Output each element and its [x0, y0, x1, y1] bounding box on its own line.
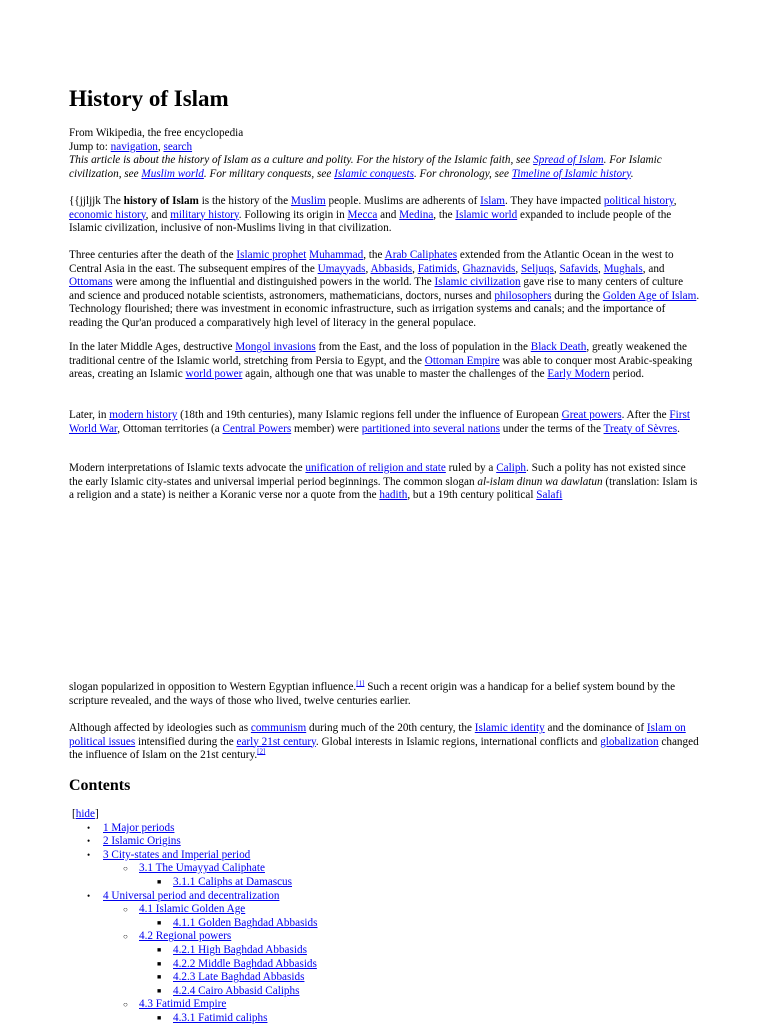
islamic-civilization-link[interactable]: Islamic civilization: [434, 276, 521, 288]
abbasids-link[interactable]: Abbasids: [370, 262, 413, 275]
hadith-link[interactable]: hadith: [379, 489, 408, 501]
arab-caliphates-link[interactable]: Arab Caliphates: [384, 249, 458, 261]
bullet-icon: •: [87, 822, 91, 833]
text: changed the influence of Islam on the 21st century.: [69, 735, 699, 761]
bullet-icon: ■: [157, 986, 162, 995]
toc-item: [69, 1012, 318, 1026]
jump-separator: ,: [157, 141, 161, 153]
economic-history-link[interactable]: economic history: [69, 208, 146, 221]
text: ,: [553, 262, 560, 275]
toc-link[interactable]: 4.3 Fatimid Empire: [139, 998, 227, 1011]
umayyads-link[interactable]: Umayyads: [317, 262, 366, 275]
seljuqs-link[interactable]: Seljuqs: [520, 262, 554, 275]
page-title: History of Islam: [69, 86, 229, 111]
toc-item: [69, 917, 318, 931]
toc-link[interactable]: 4.1 Islamic Golden Age: [139, 903, 246, 916]
world-power-link[interactable]: world power: [185, 368, 243, 380]
medina-link[interactable]: Medina: [399, 208, 434, 221]
toc-item: [69, 930, 318, 944]
toc-item: [69, 835, 318, 849]
toc-link[interactable]: 4.1.1 Golden Baghdad Abbasids: [173, 916, 318, 929]
text: during much of the 20th century, the: [306, 722, 475, 734]
toc-link[interactable]: 4 Universal period and decentralization: [103, 889, 280, 902]
text: (translation: Islam is a religion and a state) is neither a Koranic verse nor a quote from the: [69, 475, 698, 501]
black-death-link[interactable]: Black Death: [530, 341, 587, 353]
toc-toggle: [69, 808, 318, 822]
hatnote-text: .: [630, 167, 634, 180]
text: Later, in: [69, 409, 110, 421]
text: was able to conquer most Arabic-speaking areas, creating an Islamic: [69, 354, 693, 380]
toc-item: [69, 971, 318, 985]
bullet-icon: ■: [157, 918, 162, 927]
bullet-icon: •: [87, 890, 91, 901]
toc-item: [69, 944, 318, 958]
partitioned-link[interactable]: partitioned into several nations: [361, 422, 500, 435]
toc-item: [69, 876, 318, 890]
toc-link[interactable]: 4.2.4 Cairo Abbasid Caliphs: [173, 984, 300, 997]
bullet-icon: ■: [157, 959, 162, 968]
text: ruled by a: [445, 462, 497, 474]
text: ,: [456, 262, 463, 275]
philosophers-link[interactable]: philosophers: [494, 289, 552, 302]
early-modern-link[interactable]: Early Modern: [547, 368, 610, 380]
text: member) were: [291, 422, 362, 435]
text: period.: [609, 368, 645, 380]
islamic-world-link[interactable]: Islamic world: [455, 208, 518, 221]
text: from the East, and the loss of population in the: [315, 341, 531, 353]
text: ,: [515, 262, 521, 275]
bullet-icon: •: [87, 849, 91, 860]
text: expanded to include people of the Islamic civilization, inclusive of non-Muslims living in that civilization.: [69, 208, 672, 234]
toc-item: [69, 849, 318, 863]
paragraph-interpretations: [69, 462, 701, 503]
text: Three centuries after the death of the: [69, 249, 237, 261]
hatnote-text: . For military conquests, see: [203, 167, 335, 180]
text: . After the: [621, 409, 670, 421]
text: ,: [598, 262, 604, 275]
text: , the: [363, 249, 385, 261]
islamic-prophet-link[interactable]: Islamic prophet: [236, 249, 307, 261]
table-of-contents: [69, 808, 318, 1026]
text: Although affected by ideologies such as: [69, 722, 251, 734]
contents-heading: Contents: [69, 777, 131, 794]
ottoman-empire-link[interactable]: Ottoman Empire: [424, 354, 500, 367]
ottomans-link[interactable]: Ottomans: [69, 276, 113, 288]
text: , and: [642, 262, 665, 275]
text: during the: [551, 289, 603, 302]
toc-item: [69, 985, 318, 999]
bullet-icon: ○: [123, 1000, 128, 1010]
text: Modern interpretations of Islamic texts advocate the: [69, 462, 306, 474]
toc-item: [69, 862, 318, 876]
text: ,: [673, 195, 677, 207]
central-powers-link[interactable]: Central Powers: [222, 422, 292, 435]
timeline-link[interactable]: Timeline of Islamic history: [511, 167, 631, 180]
toc-item: [69, 822, 318, 836]
islam-link[interactable]: Islam: [480, 195, 505, 207]
toc-list: [69, 822, 318, 1026]
toc-link[interactable]: 4.2 Regional powers: [139, 930, 232, 943]
bracket: [: [72, 808, 76, 820]
hatnote-text: This article is about the history of Islam as a culture and polity. For the history of the Islamic faith, see: [69, 154, 534, 166]
text: and the dominance of: [544, 722, 647, 734]
text: were among the influential and distinguished powers in the world. The: [112, 276, 435, 288]
toc-link[interactable]: 3.1.1 Caliphs at Damascus: [173, 875, 293, 888]
text: people. Muslims are adherents of: [325, 195, 481, 207]
spread-of-islam-link[interactable]: Spread of Islam: [533, 154, 604, 166]
hatnote-text: . For Islamic civilization, see: [69, 154, 662, 180]
communism-link[interactable]: communism: [250, 722, 307, 734]
slogan-italic: al-islam dinun wa dawlatun: [477, 475, 603, 488]
jump-to-bar: [69, 141, 192, 155]
text: , the: [433, 208, 456, 221]
text: , greatly weakened the traditional centre of the Islamic world, stretching from Persia to Egypt, and the: [69, 341, 687, 367]
mughals-link[interactable]: Mughals: [603, 262, 643, 275]
text: {{jjljjk The: [69, 195, 124, 207]
text: In the later Middle Ages, destructive: [69, 341, 236, 353]
hatnote: [69, 154, 701, 181]
text: . They have impacted: [504, 195, 604, 207]
bullet-icon: ■: [157, 877, 162, 886]
bullet-icon: ■: [157, 1013, 162, 1022]
toc-item: [69, 998, 318, 1012]
paragraph-middle-ages: [69, 341, 701, 382]
text: ,: [365, 262, 371, 275]
text: , Ottoman territories (a: [117, 422, 223, 435]
text: . Global interests in Islamic regions, international conflicts and: [315, 735, 601, 748]
text: Such a recent origin was a handicap for a belief system bound by the scripture revealed, and the ways of those who lived, twelve centuries earlier.: [69, 681, 676, 707]
hatnote-text: . For chronology, see: [413, 167, 512, 180]
paragraph-modern-history: [69, 409, 701, 436]
text: under the terms of the: [499, 422, 604, 435]
toc-item: [69, 958, 318, 972]
text: . Technology flourished; there was investment in economic infrastructure, such as irrigation systems and canals; and the importance of reading the Qur'an produced a comparatively high level of literacy in the general populace.: [69, 289, 700, 329]
text: extended from the Atlantic Ocean in the west to Central Asia in the east. The subsequent empires of the: [69, 249, 674, 275]
text: is the history of the: [198, 195, 291, 207]
mongol-invasions-link[interactable]: Mongol invasions: [235, 341, 316, 353]
bullet-icon: ■: [157, 945, 162, 954]
bullet-icon: ○: [123, 864, 128, 874]
islamic-identity-link[interactable]: Islamic identity: [474, 722, 545, 734]
early-21st-century-link[interactable]: early 21st century: [236, 735, 316, 748]
fatimids-link[interactable]: Fatimids: [417, 262, 457, 275]
jump-to-label: Jump to:: [69, 141, 108, 153]
bullet-icon: ○: [123, 932, 128, 942]
military-history-link[interactable]: military history: [170, 208, 239, 221]
toc-link[interactable]: 3.1 The Umayyad Caliphate: [139, 862, 265, 875]
golden-age-link[interactable]: Golden Age of Islam: [602, 289, 697, 302]
toc-item: [69, 903, 318, 917]
text: ,: [412, 262, 418, 275]
text: . Following its origin in: [238, 208, 348, 221]
safavids-link[interactable]: Safavids: [559, 262, 599, 275]
unification-link[interactable]: unification of religion and state: [305, 462, 446, 474]
toc-link[interactable]: 4.2.1 High Baghdad Abbasids: [173, 943, 307, 956]
modern-history-link[interactable]: modern history: [109, 409, 178, 421]
text: intensified during the: [135, 735, 237, 748]
toc-link[interactable]: 1 Major periods: [103, 821, 175, 834]
text: .: [677, 422, 680, 435]
bullet-icon: ■: [157, 973, 162, 982]
jump-navigation-link[interactable]: navigation: [110, 141, 158, 153]
islam-political-link[interactable]: Islam on political issues: [69, 722, 686, 748]
political-history-link[interactable]: political history: [603, 195, 674, 207]
muhammad-link[interactable]: Muhammad: [309, 249, 364, 261]
bullet-icon: •: [87, 836, 91, 847]
mecca-link[interactable]: Mecca: [347, 208, 378, 221]
toc-link[interactable]: 4.2.3 Late Baghdad Abbasids: [173, 971, 305, 984]
text: gave rise to many centers of culture and science and produced notable scientists, astronomers, mathematicians, doctors, nurses and: [69, 276, 684, 302]
first-world-war-link[interactable]: First World War: [69, 409, 690, 435]
hide-toc-link[interactable]: hide: [75, 808, 95, 820]
islamic-conquests-link[interactable]: Islamic conquests: [334, 167, 414, 180]
bullet-icon: ○: [123, 905, 128, 915]
text: (18th and 19th centuries), many Islamic regions fell under the influence of European: [177, 409, 562, 421]
text: and: [377, 208, 400, 221]
muslim-link[interactable]: Muslim: [290, 195, 326, 207]
reference-link[interactable]: [2]: [257, 747, 266, 756]
paragraph-slogan: [69, 681, 701, 708]
text: , and: [145, 208, 171, 221]
toc-link[interactable]: 4.3.1 Fatimid caliphs: [173, 1011, 268, 1024]
reference-link[interactable]: [1]: [356, 679, 365, 688]
treaty-of-sevres-link[interactable]: Treaty of Sèvres: [603, 422, 678, 435]
text: , but a 19th century political: [407, 489, 537, 501]
caliph-link[interactable]: Caliph: [496, 462, 527, 474]
bold-term: history of Islam: [123, 195, 199, 207]
text: slogan popularized in opposition to Western Egyptian influence.: [69, 681, 357, 693]
toc-item: [69, 890, 318, 904]
globalization-link[interactable]: globalization: [600, 735, 659, 748]
salafi-link[interactable]: Salafi: [536, 489, 563, 501]
muslim-world-link[interactable]: Muslim world: [141, 167, 204, 180]
site-tagline: From Wikipedia, the free encyclopedia: [69, 127, 244, 139]
great-powers-link[interactable]: Great powers: [561, 409, 622, 421]
ghaznavids-link[interactable]: Ghaznavids: [462, 262, 516, 275]
text: . Such a polity has not existed since the early Islamic city-states and universal imperial period beginnings. The common slogan: [69, 462, 686, 488]
paragraph-caliphates: [69, 249, 701, 330]
toc-link[interactable]: 2 Islamic Origins: [103, 835, 181, 848]
paragraph-21st-century: [69, 722, 701, 763]
text: again, although one that was unable to master the challenges of the: [242, 368, 548, 380]
paragraph-intro: [69, 195, 701, 236]
toc-link[interactable]: 4.2.2 Middle Baghdad Abbasids: [173, 957, 317, 970]
jump-search-link[interactable]: search: [163, 141, 193, 153]
toc-link[interactable]: 3 City-states and Imperial period: [103, 848, 251, 861]
bracket: ]: [95, 808, 99, 820]
